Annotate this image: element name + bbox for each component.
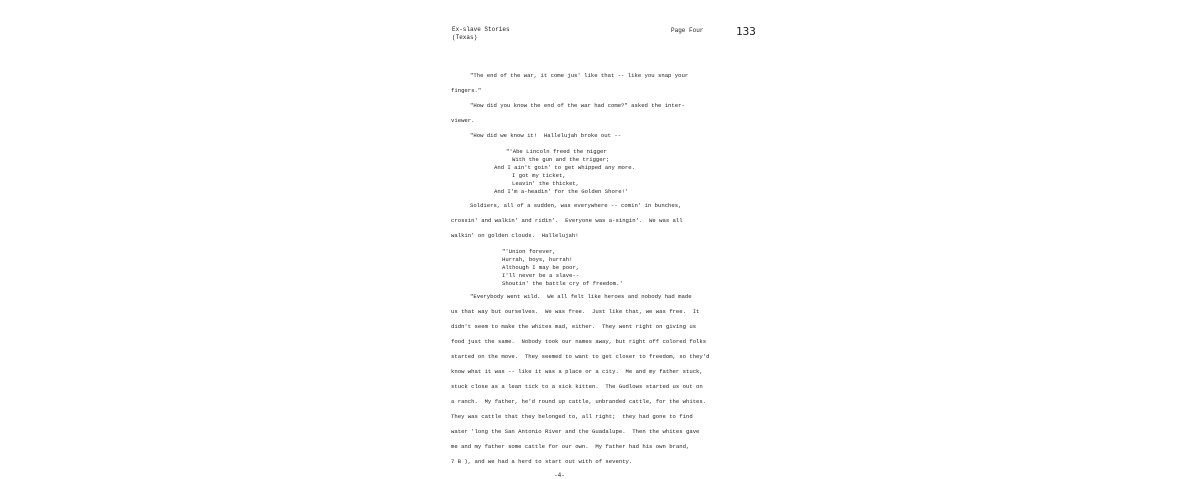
body-line-12: food just the same. Nobody took our names away, but right off colored folks <box>451 338 707 345</box>
document-page <box>440 0 770 479</box>
body-line-15: stuck close as a lean tick to a sick kitten. The Gudlows started us out on <box>451 383 703 390</box>
body-line-20: 7 B ), and we had a herd to start out with of seventy. <box>451 458 633 465</box>
body-line-18: water 'long the San Antonio River and the Guadalupe. Then the whites gave <box>451 428 700 435</box>
verse2-line-3: Although I may be poor, <box>502 264 580 271</box>
body-line-9: "Everybody went wild. We all felt like heroes and nobody had made <box>470 293 692 300</box>
body-line-2: fingers." <box>451 87 482 94</box>
body-line-13: started on the move. They seemed to want to get closer to freedom, so they'd <box>451 353 710 360</box>
header-page-label: Page Four <box>671 27 704 34</box>
body-line-19: me and my father some cattle for our own. My father had his own brand, <box>451 443 690 450</box>
page-number: 133 <box>736 25 756 38</box>
verse1-line-4: I got my ticket, <box>512 172 566 179</box>
body-line-3: "How did you know the end of the war had come?" asked the inter- <box>470 102 685 109</box>
verse1-line-3: And I ain't goin' to get whipped any more. <box>494 164 635 171</box>
body-line-16: a ranch. My father, he'd round up cattle, unbranded cattle, for the whites. <box>451 398 707 405</box>
body-line-6: Soldiers, all of a sudden, was everywhere -- comin' in bunches, <box>470 202 682 209</box>
body-line-10: us that way but ourselves. We was free. Just like that, we was free. It <box>451 308 700 315</box>
header-title-line1: Ex-slave Stories <box>452 26 510 33</box>
body-line-8: walkin' on golden clouds. Hallelujah! <box>451 232 579 239</box>
header-title-line2: (Texas) <box>452 34 478 41</box>
body-line-4: viewer. <box>451 117 475 124</box>
verse1-line-1: "'Abe Lincoln freed the nigger <box>506 148 607 155</box>
verse1-line-6: And I'm a-headin' for the Golden Shore!' <box>494 188 629 195</box>
body-line-17: They was cattle that they belonged to, all right; they had gone to find <box>451 413 693 420</box>
verse2-line-1: "'Union forever, <box>502 248 556 255</box>
body-line-11: didn't seem to make the whites mad, either. They went right on giving us <box>451 323 697 330</box>
body-line-5: "How did we know it! Hallelujah broke out -- <box>470 132 622 139</box>
verse2-line-5: Shoutin' the battle cry of freedom.' <box>502 280 623 287</box>
footer-page-mark: -4- <box>554 472 565 479</box>
verse2-line-2: Hurrah, boys, hurrah! <box>502 256 573 263</box>
verse2-line-4: I'll never be a slave-- <box>502 272 580 279</box>
body-line-7: crossin' and walkin' and ridin'. Everyone was a-singin'. We was all <box>451 217 683 224</box>
body-line-1: "The end of the war, it come jus' like that -- like you snap your <box>470 72 689 79</box>
verse1-line-2: With the gun and the trigger; <box>512 156 610 163</box>
verse1-line-5: Leavin' the thicket, <box>512 180 580 187</box>
body-line-14: know what it was -- like it was a place or a city. Me and my father stuck, <box>451 368 703 375</box>
